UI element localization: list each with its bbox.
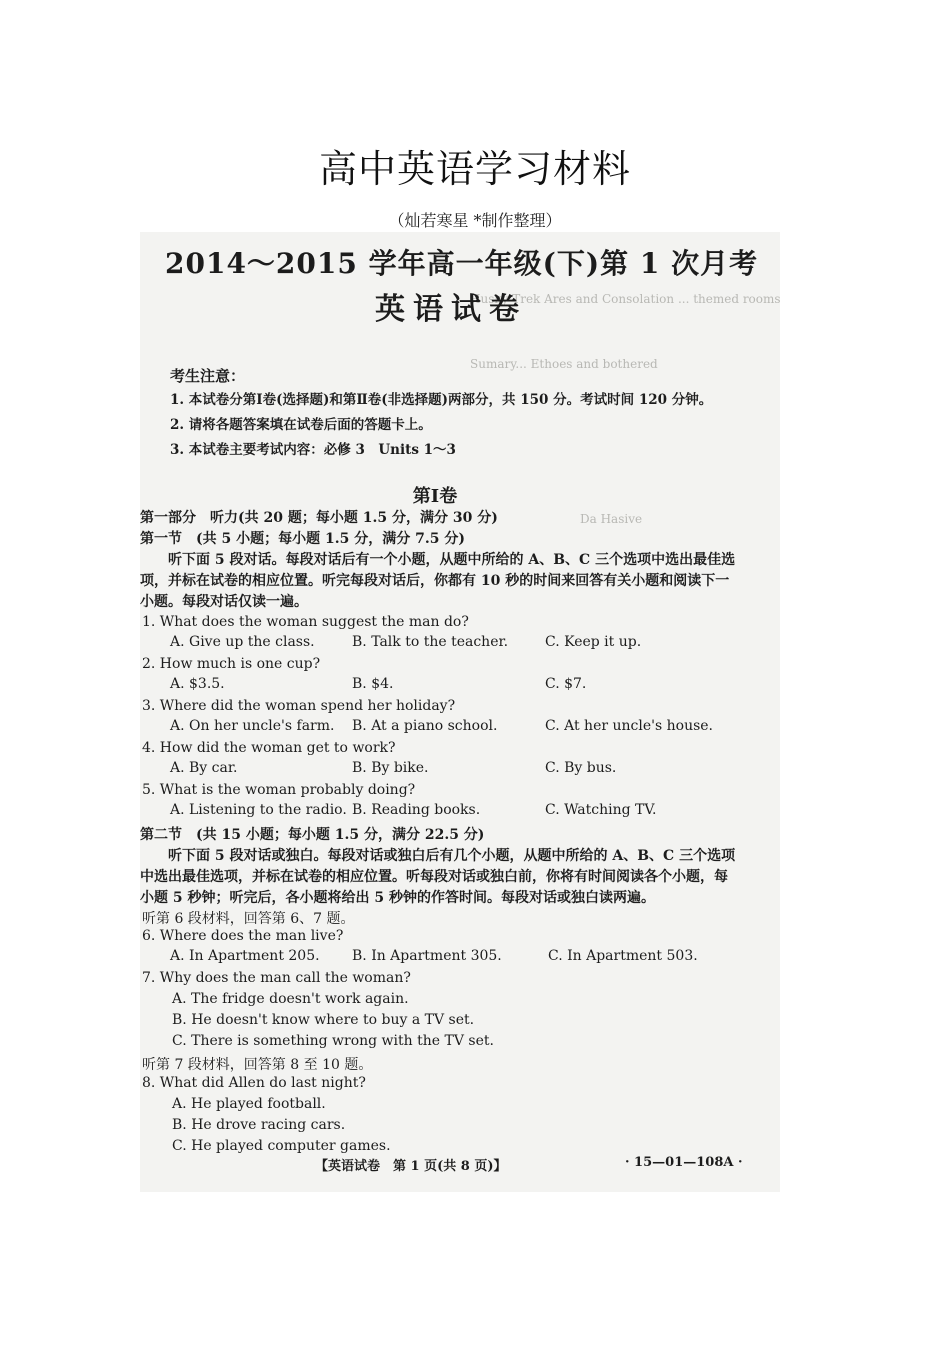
question-option: A. In Apartment 205. bbox=[170, 948, 320, 964]
question-option: A. Listening to the radio. bbox=[170, 802, 347, 818]
section1-instruction: 小题。每段对话仅读一遍。 bbox=[140, 594, 308, 610]
question-option: B. He drove racing cars. bbox=[172, 1117, 346, 1133]
page-footer: 【英语试卷 第 1 页(共 8 页)】 bbox=[315, 1159, 507, 1174]
section2-instruction: 听下面 5 段对话或独白。每段对话或独白后有几个小题，从题中所给的 A、B、C 三个选项 bbox=[168, 848, 736, 864]
document-title: 高中英语学习材料 bbox=[318, 147, 631, 191]
question-option: B. By bike. bbox=[352, 760, 429, 776]
question-option: C. By bus. bbox=[545, 760, 617, 776]
question-option: A. He played football. bbox=[172, 1096, 326, 1112]
question-option: B. In Apartment 305. bbox=[352, 948, 502, 964]
question-option: B. Talk to the teacher. bbox=[352, 634, 509, 650]
section1-header: 第一节 (共 5 小题；每小题 1.5 分，满分 7.5 分) bbox=[140, 531, 465, 547]
paper-code: · 15—01—108A · bbox=[625, 1155, 743, 1170]
question-stem: 4. How did the woman get to work? bbox=[142, 740, 396, 756]
exam-subtitle: 英语试卷 bbox=[375, 292, 527, 327]
exam-title: 2014～2015 学年高一年级(下)第 1 次月考 bbox=[165, 247, 759, 280]
question-option: A. On her uncle's farm. bbox=[170, 718, 335, 734]
part1-header: 第一部分 听力(共 20 题；每小题 1.5 分，满分 30 分) bbox=[140, 510, 498, 526]
section1-instruction: 项，并标在试卷的相应位置。听完每段对话后，你都有 10 秒的时间来回答有关小题和阅读下一 bbox=[140, 573, 730, 589]
scanned-exam-page bbox=[140, 232, 780, 1192]
question-option: A. By car. bbox=[170, 760, 238, 776]
question-option: A. $3.5. bbox=[170, 676, 225, 692]
section2-instruction: 小题 5 秒钟；听完后，各小题将给出 5 秒钟的作答时间。每段对话或独白读两遍。 bbox=[140, 890, 655, 906]
question-option: B. Reading books. bbox=[352, 802, 481, 818]
notice-item: 2. 请将各题答案填在试卷后面的答题卡上。 bbox=[170, 417, 432, 433]
question-option: C. $7. bbox=[545, 676, 587, 692]
question-option: C. Keep it up. bbox=[545, 634, 642, 650]
notice-heading: 考生注意： bbox=[170, 367, 246, 385]
question-option: A. The fridge doesn't work again. bbox=[172, 991, 409, 1007]
section2-header: 第二节 (共 15 小题；每小题 1.5 分，满分 22.5 分) bbox=[140, 827, 485, 843]
material-note: 听第 7 段材料，回答第 8 至 10 题。 bbox=[142, 1057, 373, 1073]
bleed-through-text: Husky Trek Ares and Consolation ... themed rooms bbox=[470, 292, 781, 306]
question-option: C. There is something wrong with the TV set. bbox=[172, 1033, 494, 1049]
notice-item: 3. 本试卷主要考试内容：必修 3 Units 1～3 bbox=[170, 442, 456, 458]
question-stem: 8. What did Allen do last night? bbox=[142, 1075, 366, 1091]
question-stem: 7. Why does the man call the woman? bbox=[142, 970, 411, 986]
section1-instruction: 听下面 5 段对话。每段对话后有一个小题，从题中所给的 A、B、C 三个选项中选出最佳选 bbox=[168, 552, 736, 568]
question-option: C. Watching TV. bbox=[545, 802, 657, 818]
section2-instruction: 中选出最佳选项，并标在试卷的相应位置。听每段对话或独白前，你将有时间阅读各个小题，每 bbox=[140, 869, 728, 885]
question-option: A. Give up the class. bbox=[170, 634, 315, 650]
question-stem: 2. How much is one cup? bbox=[142, 656, 321, 672]
material-note: 听第 6 段材料，回答第 6、7 题。 bbox=[142, 911, 355, 927]
question-stem: 1. What does the woman suggest the man do? bbox=[142, 614, 469, 630]
section-title: 第Ⅰ卷 bbox=[412, 486, 458, 507]
question-option: B. $4. bbox=[352, 676, 394, 692]
question-option: C. He played computer games. bbox=[172, 1138, 391, 1154]
bleed-through-text: Sumary... Ethoes and bothered bbox=[470, 357, 658, 371]
question-option: B. At a piano school. bbox=[352, 718, 498, 734]
question-option: C. In Apartment 503. bbox=[548, 948, 698, 964]
document-credit: （灿若寒星 *制作整理） bbox=[388, 211, 562, 230]
notice-item: 1. 本试卷分第Ⅰ卷(选择题)和第Ⅱ卷(非选择题)两部分，共 150 分。考试时间 120 分钟。 bbox=[170, 392, 713, 408]
question-stem: 5. What is the woman probably doing? bbox=[142, 782, 416, 798]
bleed-through-text: Da Hasive bbox=[580, 512, 643, 526]
question-option: B. He doesn't know where to buy a TV set. bbox=[172, 1012, 475, 1028]
question-stem: 3. Where did the woman spend her holiday? bbox=[142, 698, 456, 714]
question-option: C. At her uncle's house. bbox=[545, 718, 713, 734]
question-stem: 6. Where does the man live? bbox=[142, 928, 344, 944]
